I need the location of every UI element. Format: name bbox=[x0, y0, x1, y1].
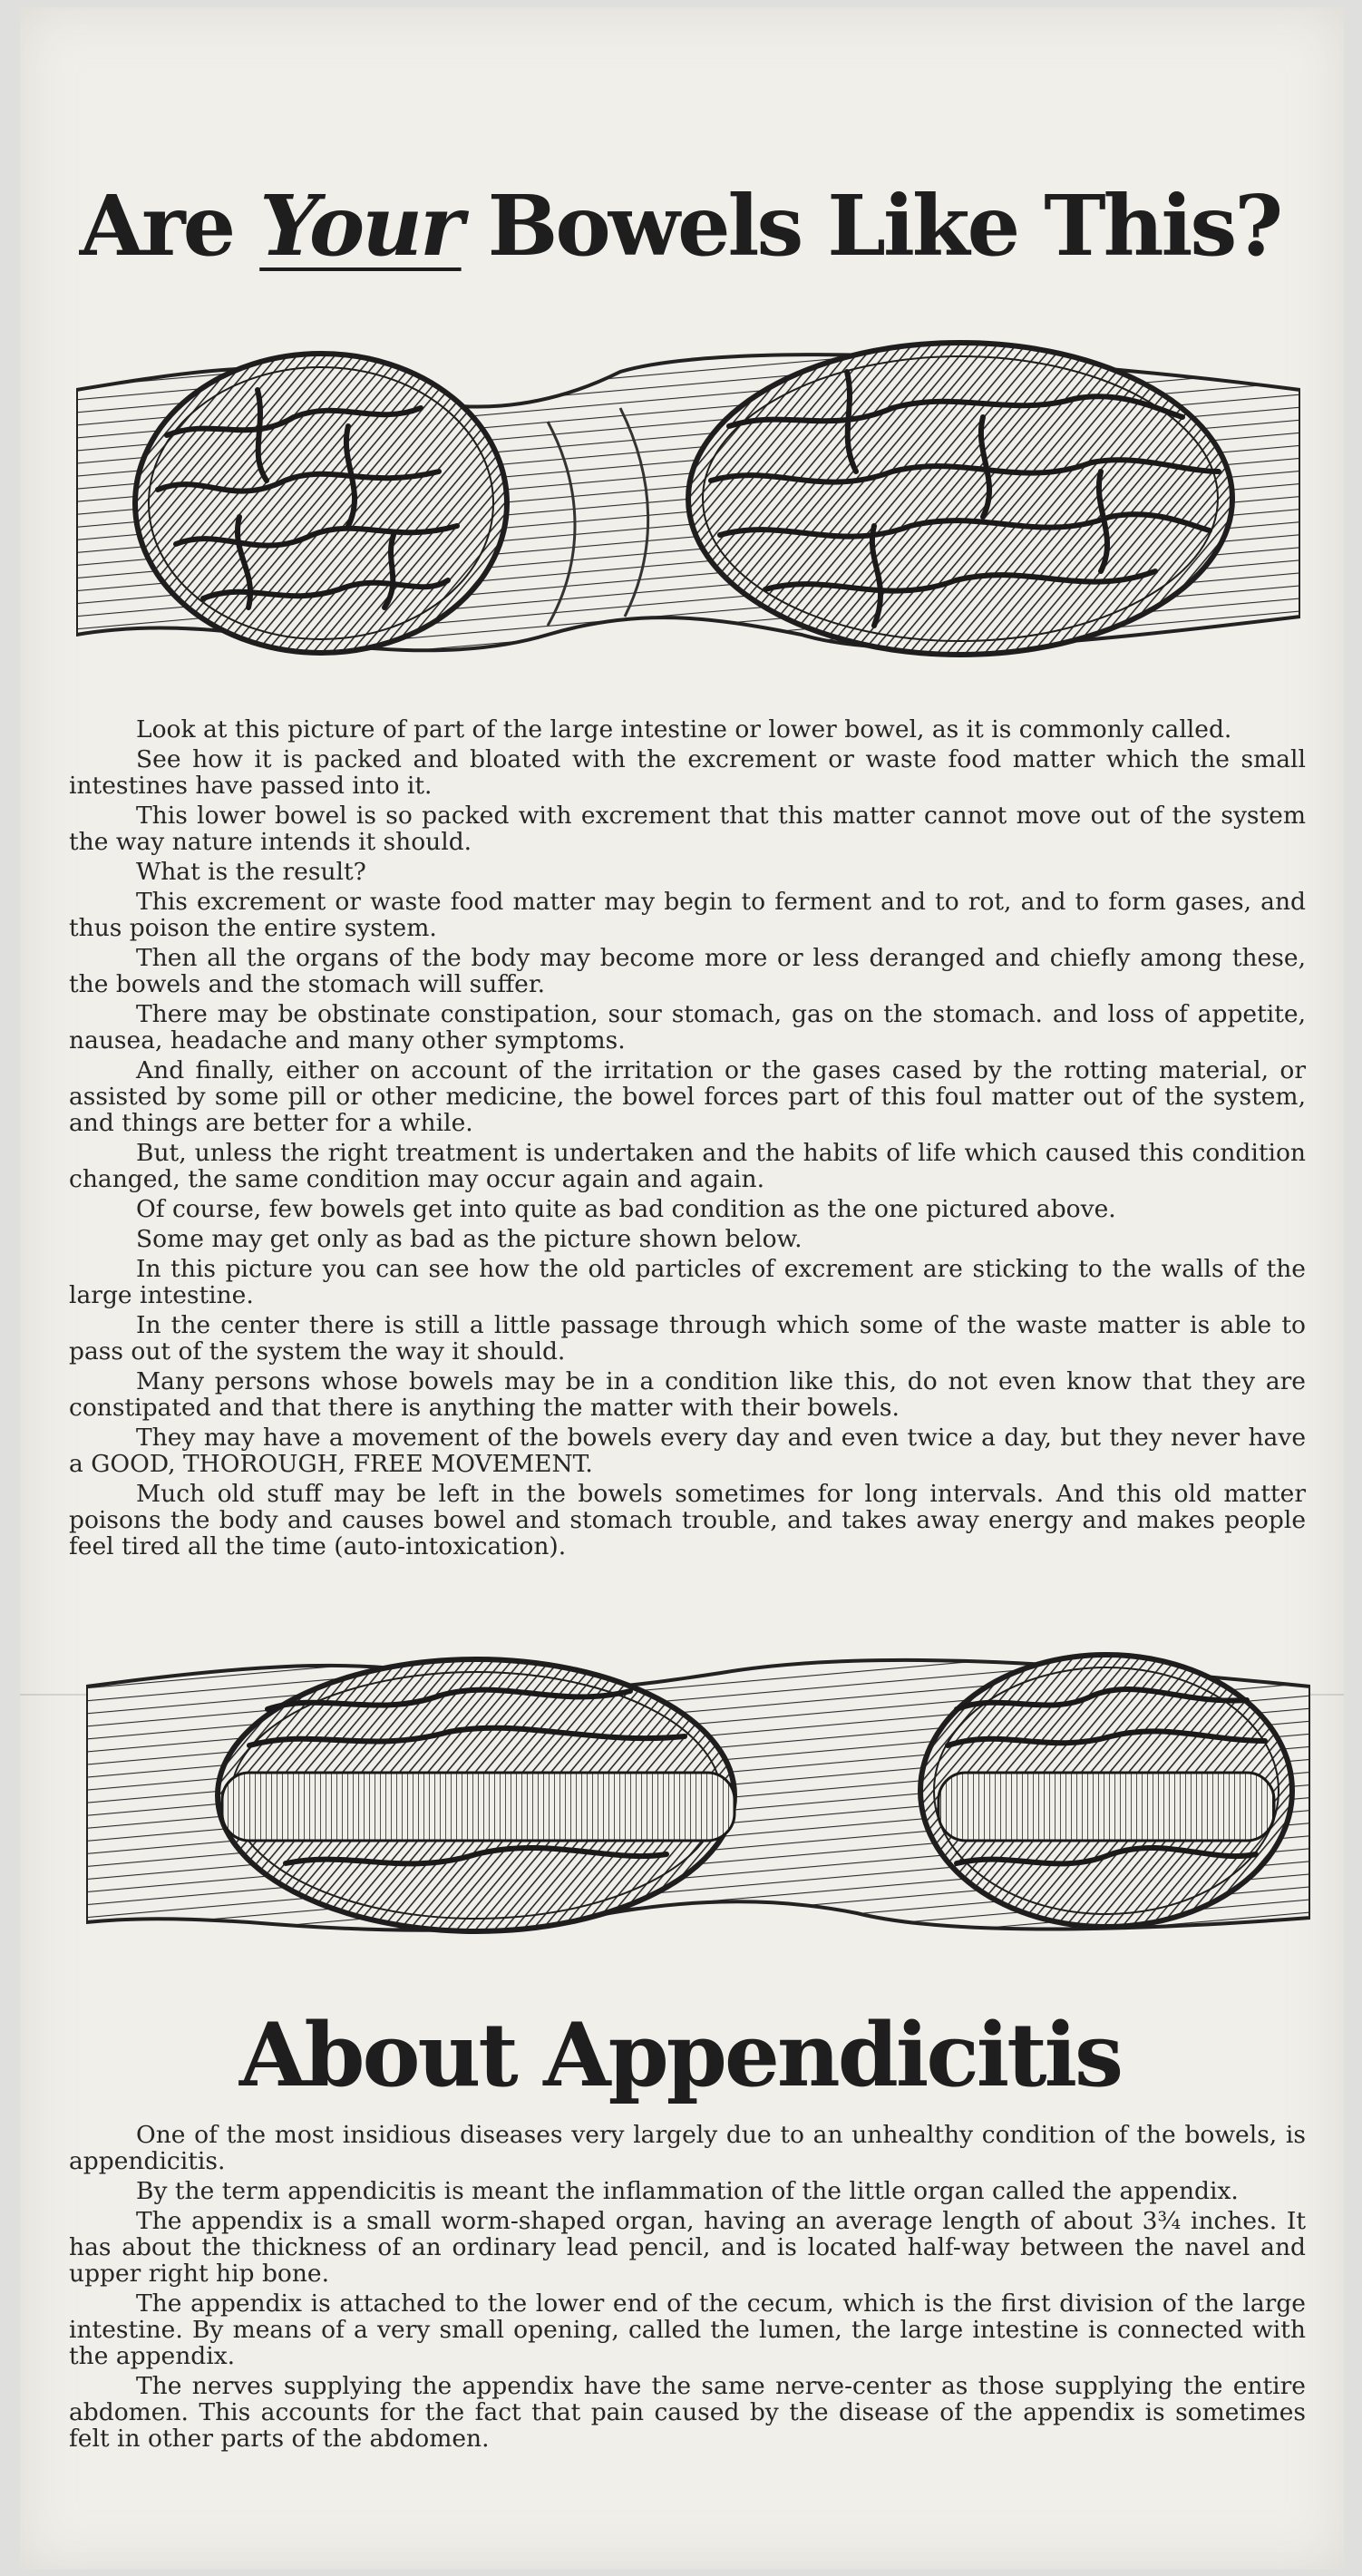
paragraph: Much old stuff may be left in the bowels sometimes for long intervals. And this old matter poisons the body and causes bowel and stomach trouble, and takes away energy and makes people feel tired all the time (auto-intoxication). bbox=[69, 1480, 1306, 1560]
intro-text bbox=[69, 716, 1306, 1563]
paragraph: By the term appendicitis is meant the inflammation of the little organ called the appendix. bbox=[136, 2177, 1239, 2205]
paragraph: See how it is packed and bloated with the excrement or waste food matter which the small intestines have passed into it. bbox=[69, 745, 1306, 800]
paragraph: In this picture you can see how the old particles of excrement are sticking to the walls of the large intestine. bbox=[69, 1255, 1306, 1309]
paragraph: But, unless the right treatment is undertaken and the habits of life which caused this condition changed, the same condition may occur again and again. bbox=[69, 1139, 1306, 1193]
page-title bbox=[63, 177, 1297, 275]
paragraph: One of the most insidious diseases very largely due to an unhealthy condition of the bowels, is appendicitis. bbox=[69, 2121, 1306, 2175]
paragraph: This lower bowel is so packed with excrement that this matter cannot move out of the system the way nature intends it should. bbox=[69, 802, 1306, 856]
paragraph: In the center there is still a little passage through which some of the waste matter is able to pass out of the system the way it should. bbox=[69, 1311, 1306, 1366]
paragraph: They may have a movement of the bowels every day and even twice a day, but they never have a GOOD, THOROUGH, FREE MOVEMENT. bbox=[69, 1424, 1306, 1478]
paragraph: Look at this picture of part of the large intestine or lower bowel, as it is commonly called. bbox=[136, 715, 1232, 744]
paragraph: The appendix is attached to the lower end of the cecum, which is the first division of the large intestine. By means of a very small opening, called the lumen, the large intestine is connected with the appendix. bbox=[69, 2289, 1306, 2370]
paragraph: The nerves supplying the appendix have the same nerve-center as those supplying the entire abdomen. This accounts for the fact that pain caused by the disease of the appendix is sometimes felt in other parts of the abdomen. bbox=[69, 2372, 1306, 2453]
paragraph: And finally, either on account of the irritation or the gases cased by the rotting material, or assisted by some pill or other medicine, the bowel forces part of this foul matter out of the system, and things are better for a while. bbox=[69, 1056, 1306, 1137]
paragraph: There may be obstinate constipation, sour stomach, gas on the stomach. and loss of appetite, nausea, headache and many other symptoms. bbox=[69, 1000, 1306, 1055]
paragraph: Then all the organs of the body may become more or less deranged and chiefly among these, the bowels and the stomach will suffer. bbox=[69, 944, 1306, 998]
packed-bowel-illustration bbox=[76, 335, 1300, 689]
partially-clogged-bowel-illustration bbox=[86, 1637, 1310, 1940]
paragraph: Of course, few bowels get into quite as bad condition as the one pictured above. bbox=[136, 1195, 1116, 1223]
paragraph: Some may get only as bad as the picture shown below. bbox=[136, 1225, 803, 1253]
title-part-2: Bowels Like This? bbox=[461, 177, 1281, 275]
appendicitis-text bbox=[69, 2122, 1306, 2455]
title-part-1: Are bbox=[79, 177, 260, 275]
paragraph: The appendix is a small worm-shaped organ, having an average length of about 3¾ inches. It has about the thickness of an ordinary lead pencil, and is located half-way between the navel and upper right hip bone. bbox=[69, 2207, 1306, 2288]
section-title-appendicitis: About Appendicitis bbox=[238, 2004, 1122, 2106]
paragraph: Many persons whose bowels may be in a condition like this, do not even know that they are constipated and that there is anything the matter with their bowels. bbox=[69, 1367, 1306, 1422]
paragraph: This excrement or waste food matter may begin to ferment and to rot, and to form gases, and thus poison the entire system. bbox=[69, 888, 1306, 942]
paragraph: What is the result? bbox=[136, 858, 366, 886]
title-emphasis: Your bbox=[259, 177, 462, 275]
